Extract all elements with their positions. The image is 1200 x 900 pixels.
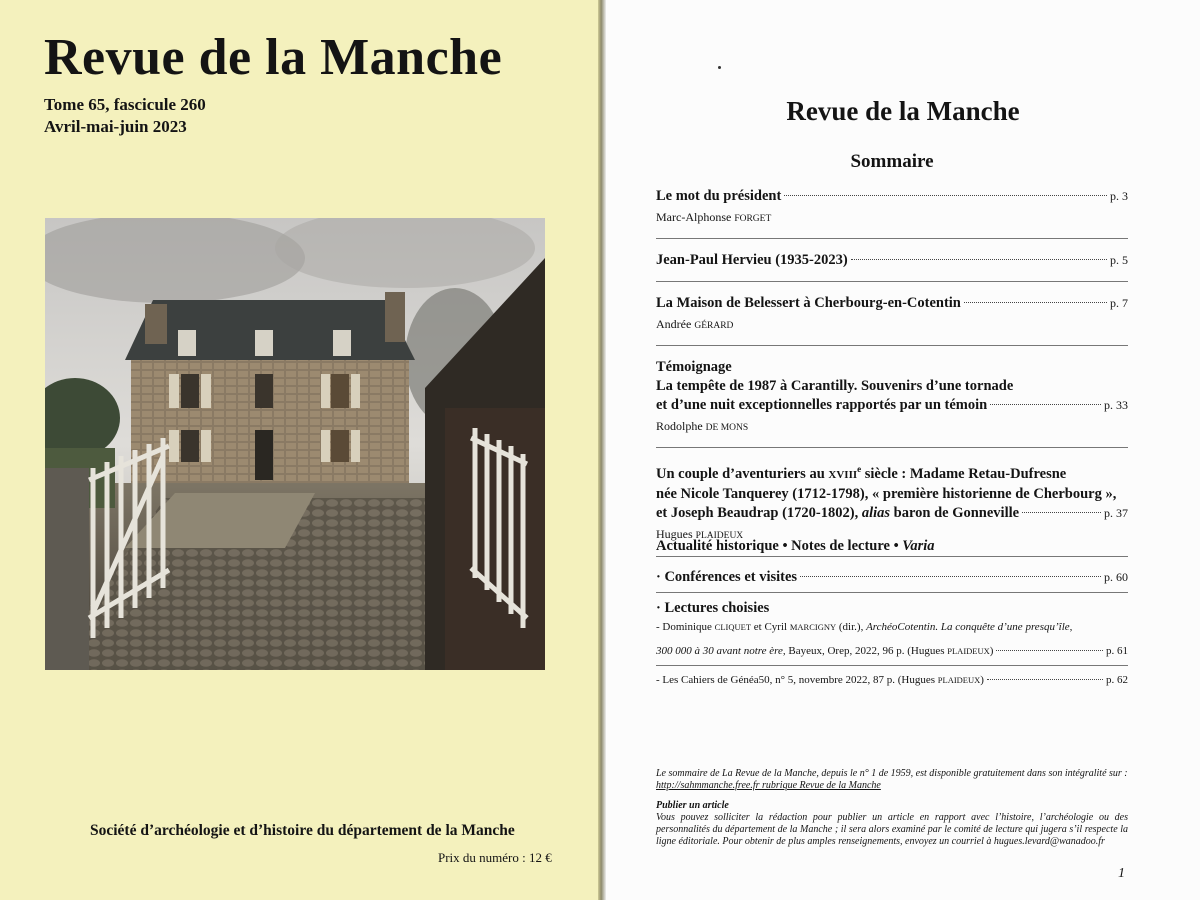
- toc-entry: [656, 294, 1128, 334]
- cover-title: Revue de la Manche: [44, 29, 503, 86]
- toc-page-number: p. 5: [1110, 253, 1128, 267]
- toc-entry-title: Jean-Paul Hervieu (1935-2023): [656, 252, 848, 268]
- divider: [656, 281, 1128, 282]
- cover-volume: Tome 65, fascicule 260: [44, 95, 206, 114]
- divider: [656, 345, 1128, 346]
- section-heading: Actualité historique • Notes de lecture • Varia: [656, 538, 935, 554]
- book-spine: [598, 0, 606, 900]
- conferences-label: · Conférences et visites: [656, 569, 798, 585]
- toc-page-number: p. 62: [1106, 674, 1128, 686]
- conferences-entry: [656, 568, 1128, 587]
- toc-entry-title-line: La tempête de 1987 à Carantilly. Souvenirs d’une tornade: [656, 378, 1014, 394]
- dot-leader: [964, 302, 1107, 303]
- toc-page-number: p. 61: [1106, 645, 1128, 657]
- divider: [656, 238, 1128, 239]
- toc-entry: [656, 358, 1128, 436]
- toc-entry-title: La Maison de Belessert à Cherbourg-en-Cotentin: [656, 295, 961, 311]
- publish-text: Vous pouvez solliciter la rédaction pour publier un article en rapport avec l’histoire, l’archéologie ou des personnalités du département de la Manche ; il sera alors examiné par le comité de lecture qui jugera s’il respecte la ligne éditoriale. Pour obtenir de plus amples renseignements, envoyez un courriel à hugues.levard@wanadoo.fr: [656, 812, 1128, 847]
- toc-entry-author: Hugues PLAIDEUX: [656, 526, 744, 541]
- cover-price: Prix du numéro : 12 €: [438, 850, 552, 865]
- toc-entry-title: Le mot du président: [656, 188, 782, 204]
- dot-leader: [987, 679, 1103, 680]
- toc-page-number: p. 33: [1104, 398, 1128, 412]
- divider: [656, 592, 1128, 593]
- dot-leader: [990, 404, 1101, 405]
- dot-leader: [1022, 512, 1101, 513]
- contents-journal-title: Revue de la Manche: [786, 96, 1020, 126]
- toc-page-number: p. 37: [1104, 505, 1128, 520]
- toc-page-number: p. 3: [1110, 189, 1128, 203]
- toc-entry-title-line: et d’une nuit exceptionnelles rapportés par un témoin: [656, 397, 988, 413]
- toc-page-number: p. 7: [1110, 296, 1128, 310]
- toc-entry-title-line: née Nicole Tanquerey (1712-1798), « première historienne de Cherbourg »,: [656, 485, 1117, 502]
- toc-list: [656, 187, 1128, 544]
- toc-entry-author: Marc-Alphonse FORGET: [656, 210, 772, 224]
- footnote-text: Le sommaire de La Revue de la Manche, depuis le n° 1 de 1959, est disponible gratuitement dans son intégralité sur :: [656, 768, 1128, 779]
- lectures-label: · Lectures choisies: [656, 600, 770, 616]
- contents-page: [606, 0, 1200, 900]
- cover-issue-info: [44, 94, 206, 138]
- toc-entry: [656, 251, 1128, 270]
- publish-heading: Publier un article: [656, 800, 729, 811]
- divider: [656, 665, 1128, 666]
- toc-entry-kicker: Témoignage: [656, 359, 732, 375]
- lecture-item-line: 300 000 à 30 avant notre ère, Bayeux, Orep, 2022, 96 p. (Hugues PLAIDEUX) p. 61: [656, 642, 1128, 660]
- toc-entry-title-line: Un couple d’aventuriers au XVIIIe siècle : Madame Retau-Dufresne: [656, 464, 1067, 482]
- toc-entry-author: Rodolphe DE MONS: [656, 419, 749, 433]
- dot-leader: [996, 650, 1103, 651]
- footnote-block: [656, 768, 1128, 848]
- ink-speck: [718, 66, 721, 69]
- dot-leader: [800, 576, 1101, 577]
- toc-entry-title-line: et Joseph Beaudrap (1720-1802), alias baron de Gonneville: [656, 504, 1020, 521]
- dot-leader: [851, 259, 1107, 260]
- cover-date: Avril-mai-juin 2023: [44, 117, 187, 136]
- toc-entry: [656, 460, 1128, 544]
- manor-house-photo: [45, 218, 545, 670]
- divider: [656, 556, 1128, 557]
- toc-entry-author: Andrée GÉRARD: [656, 317, 734, 331]
- magazine-cover: [0, 0, 598, 900]
- cover-society-name: Société d’archéologie et d’histoire du département de la Manche: [90, 822, 515, 839]
- divider: [656, 447, 1128, 448]
- page-number: 1: [1118, 866, 1125, 881]
- dot-leader: [784, 195, 1107, 196]
- lecture-item-line: - Dominique CLIQUET et Cyril MARCIGNY (dir.), ArchéoCotentin. La conquête d’une presqu’île,: [656, 621, 1073, 633]
- toc-entry: [656, 187, 1128, 227]
- contents-heading: Sommaire: [850, 151, 934, 172]
- footnote-link[interactable]: http://sahmmanche.free.fr rubrique Revue de la Manche: [656, 780, 881, 791]
- lecture-item-line: - Les Cahiers de Généa50, n° 5, novembre 2022, 87 p. (Hugues PLAIDEUX) p. 62: [656, 671, 1128, 689]
- toc-page-number: p. 60: [1104, 570, 1128, 584]
- lectures-section: [656, 599, 1128, 689]
